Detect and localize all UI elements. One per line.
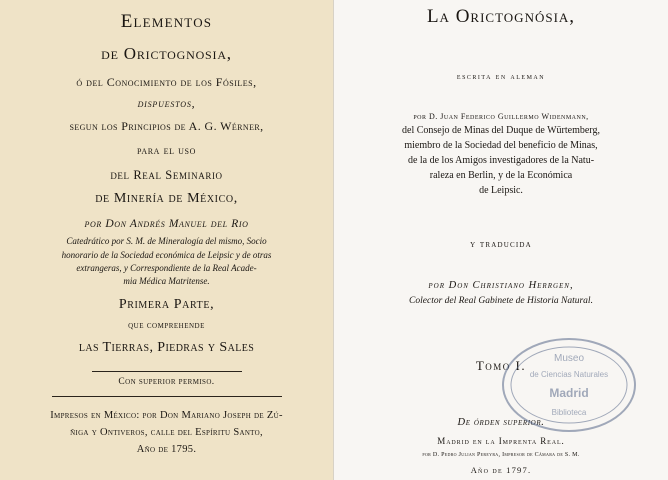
left-mineria: de Minería de México, xyxy=(95,191,238,206)
left-para-el-uso: para el uso xyxy=(137,143,196,157)
left-que-comprehende: que comprehende xyxy=(128,321,205,331)
left-credentials-4: mia Médica Matritense. xyxy=(123,276,210,286)
left-title-page xyxy=(0,0,333,480)
left-primera-parte: Primera Parte, xyxy=(118,297,215,312)
right-orden: De órden superior. xyxy=(457,417,545,428)
left-title: Elementos xyxy=(120,11,213,32)
left-imprint-1: Impresos en México: por Don Mariano Joseph de Zú- xyxy=(50,410,283,421)
left-conocimiento: ó del Conocimiento de los Fósiles, xyxy=(76,75,257,89)
left-credentials-2: honorario de la Sociedad económica de Leipsic y de otras xyxy=(61,250,272,260)
right-credentials-3: de la de los Amigos investigadores de la Natu- xyxy=(407,155,595,166)
left-imprint-3: Año de 1795. xyxy=(136,444,197,455)
left-credentials-3: extrangeras, y Correspondiente de la Real Acade- xyxy=(76,263,257,273)
right-printer: por D. Pedro Julian Pereyra, Impresor de Cámara de S. M. xyxy=(422,452,580,458)
right-tomo: Tomo I. xyxy=(475,358,527,373)
left-subtitle: de Orictognosia, xyxy=(101,44,232,63)
left-tierras: las Tierras, Piedras y Sales xyxy=(78,340,255,355)
right-year: Año de 1797. xyxy=(470,465,532,475)
right-title: La Orictognósia, xyxy=(426,6,576,27)
left-divider-bottom xyxy=(52,396,282,397)
right-credentials-2: miembro de la Sociedad del beneficio de Minas, xyxy=(404,140,598,151)
stamp-line-4: Biblioteca xyxy=(551,408,587,417)
stamp-line-1: Museo xyxy=(553,353,585,364)
right-translator: por Don Christiano Herrgen, xyxy=(428,280,574,291)
left-imprint-2: ñiga y Ontiveros, calle del Espíritu Santo, xyxy=(70,427,263,438)
right-traducida: y traducida xyxy=(470,240,532,250)
right-colector: Colector del Real Gabinete de Historia Natural. xyxy=(409,296,593,306)
right-credentials-1: del Consejo de Minas del Duque de Würtemberg, xyxy=(402,125,600,136)
left-dispuestos: dispuestos, xyxy=(137,96,196,110)
right-madrid: Madrid en la Imprenta Real. xyxy=(437,436,565,446)
right-author: por D. Juan Federico Guillermo Widenmann, xyxy=(413,112,589,121)
right-escrita: escrita en aleman xyxy=(456,71,546,81)
left-permiso: Con superior permiso. xyxy=(118,377,215,387)
left-credentials-1: Catedrático por S. M. de Mineralogía del mismo, Socio xyxy=(66,236,267,246)
left-real-seminario: del Real Seminario xyxy=(110,168,223,182)
left-divider-top xyxy=(92,371,242,372)
stamp-line-2: de Ciencias Naturales xyxy=(529,370,609,379)
museum-stamp-icon xyxy=(497,323,647,443)
left-author: por Don Andrés Manuel del Rio xyxy=(84,218,249,230)
left-segun: segun los Principios de A. G. Wérner, xyxy=(69,119,264,133)
right-credentials-4: raleza en Berlin, y de la Económica xyxy=(429,170,573,181)
right-credentials-5: de Leipsic. xyxy=(479,185,523,196)
stamp-line-3: Madrid xyxy=(549,386,589,400)
